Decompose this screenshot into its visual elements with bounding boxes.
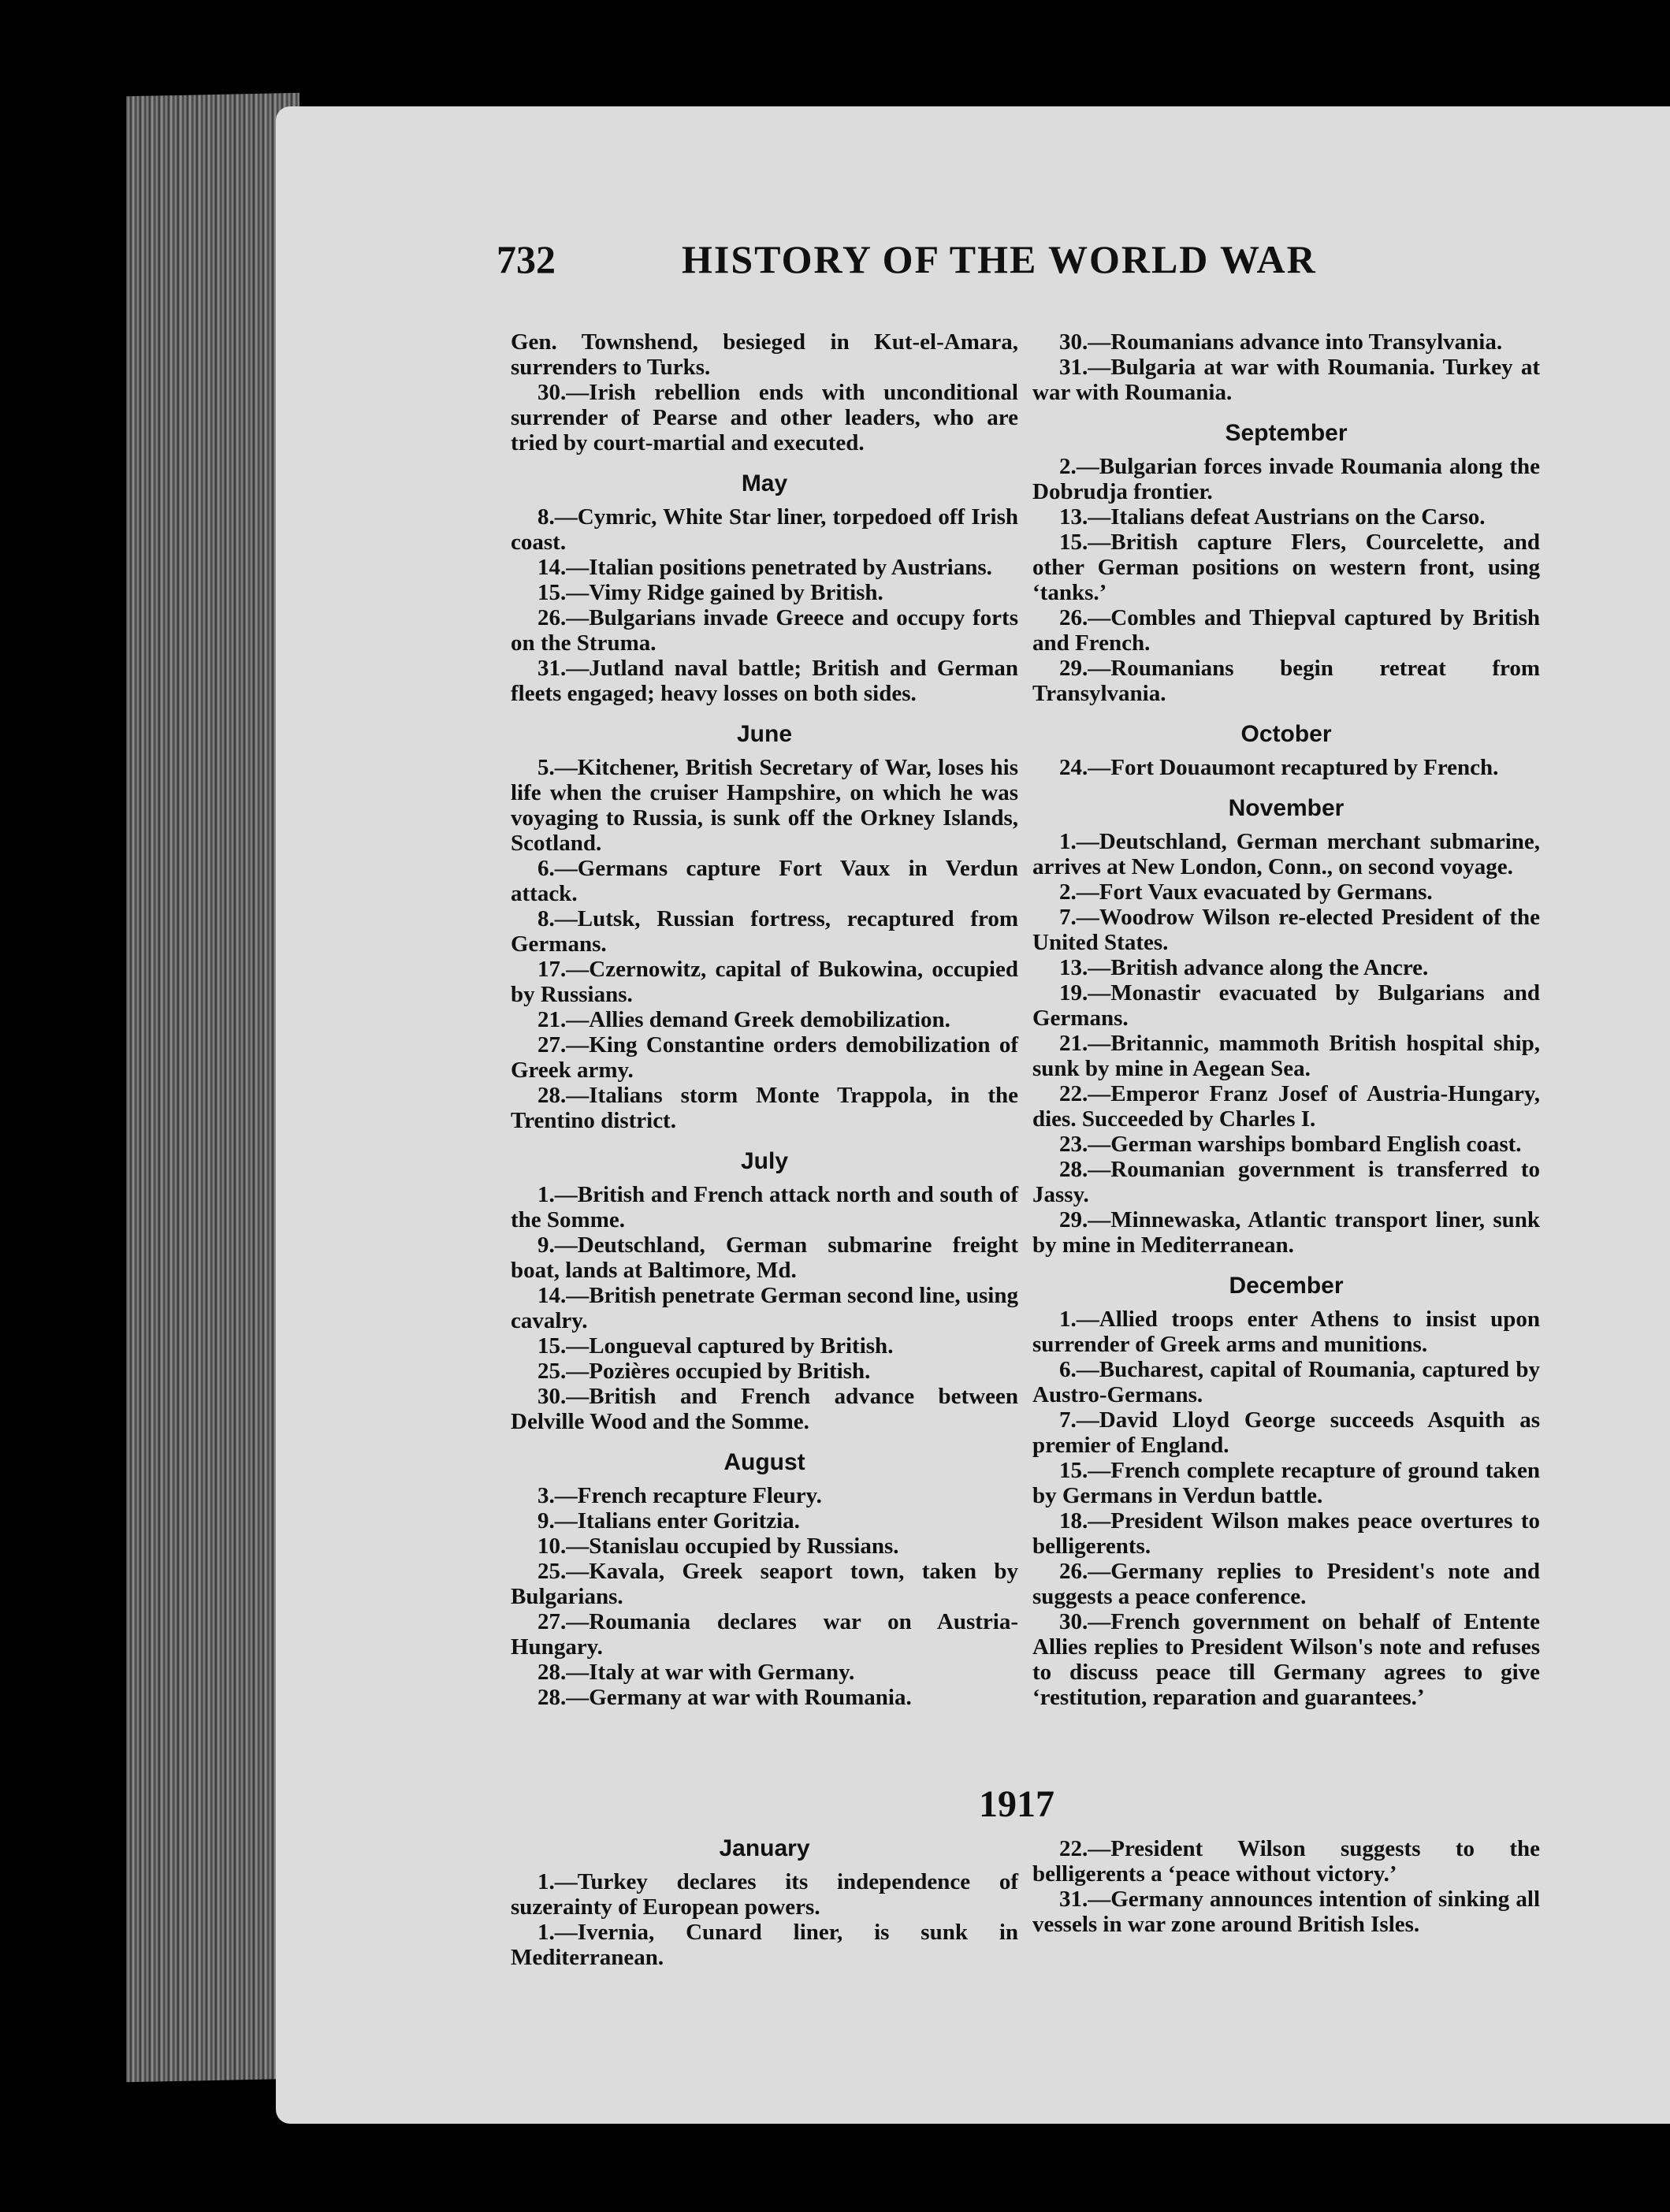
entry: 28.—Germany at war with Roumania.: [537, 1685, 912, 1710]
entry: 31.—Jutland naval battle; British and German fleets engaged; heavy losses on both sides.: [511, 656, 1018, 706]
entry: 14.—Italian positions penetrated by Austrians.: [537, 555, 992, 580]
year-heading: 1917: [979, 1783, 1054, 1825]
entry: 8.—Cymric, White Star liner, torpedoed off Irish coast.: [511, 504, 1018, 555]
left-column: [511, 329, 1018, 1710]
entry: 13.—British advance along the Ancre.: [1059, 955, 1429, 980]
month-heading-october: October: [1240, 721, 1332, 747]
entry: 26.—Combles and Thiepval captured by British and French.: [1032, 605, 1540, 656]
entry: 21.—Britannic, mammoth British hospital ship, sunk by mine in Aegean Sea.: [1032, 1031, 1540, 1081]
month-heading-december: December: [1229, 1273, 1344, 1299]
entry: 1.—Turkey declares its independence of suzerainty of European powers.: [511, 1869, 1018, 1920]
entry: 14.—British penetrate German second line, using cavalry.: [511, 1283, 1018, 1333]
entry: 28.—Italians storm Monte Trappola, in the Trentino district.: [511, 1083, 1018, 1133]
entry: 7.—Woodrow Wilson re-elected President of the United States.: [1032, 905, 1540, 955]
entry: 22.—President Wilson suggests to the belligerents a ‘peace without victory.’: [1032, 1836, 1540, 1887]
month-heading-june: June: [736, 721, 793, 747]
entry: 27.—Roumania declares war on Austria-Hungary.: [511, 1609, 1018, 1660]
entry: 29.—Roumanians begin retreat from Transylvania.: [1032, 656, 1540, 706]
entry: 1.—Ivernia, Cunard liner, is sunk in Mediterranean.: [511, 1920, 1018, 1970]
entry: 15.—Vimy Ridge gained by British.: [537, 580, 883, 605]
month-heading-january: January: [719, 1835, 810, 1861]
entry: 30.—British and French advance between Delville Wood and the Somme.: [511, 1384, 1018, 1434]
entry: 30.—Irish rebellion ends with unconditional surrender of Pearse and other leaders, who are tried by court-martial and executed.: [511, 380, 1018, 455]
entry: 15.—Longueval captured by British.: [537, 1333, 894, 1359]
entry: 24.—Fort Douaumont recaptured by French.: [1059, 755, 1499, 780]
right-column-1917: [1032, 1836, 1540, 1937]
entry: 21.—Allies demand Greek demobilization.: [537, 1007, 950, 1032]
entry: 8.—Lutsk, Russian fortress, recaptured from Germans.: [511, 906, 1018, 957]
month-heading-may: May: [741, 470, 788, 496]
entry: 1.—Deutschland, German merchant submarine, arrives at New London, Conn., on second voyage.: [1032, 829, 1540, 879]
entry: 23.—German warships bombard English coast.: [1059, 1132, 1522, 1157]
entry: 31.—Germany announces intention of sinking all vessels in war zone around British Isles.: [1032, 1887, 1540, 1937]
entry: 7.—David Lloyd George succeeds Asquith as premier of England.: [1032, 1407, 1540, 1458]
book-page-edges: [126, 93, 299, 2083]
month-heading-november: November: [1228, 795, 1345, 821]
month-heading-september: September: [1225, 420, 1348, 446]
entry: 19.—Monastir evacuated by Bulgarians and Germans.: [1032, 980, 1540, 1031]
entry: 30.—Roumanians advance into Transylvania.: [1059, 329, 1503, 355]
entry: 22.—Emperor Franz Josef of Austria-Hungary, dies. Succeeded by Charles I.: [1032, 1081, 1540, 1132]
entry: 10.—Stanislau occupied by Russians.: [537, 1534, 899, 1559]
entry: 15.—French complete recapture of ground taken by Germans in Verdun battle.: [1032, 1458, 1540, 1508]
entry: 28.—Roumanian government is transferred to Jassy.: [1032, 1157, 1540, 1207]
entry: 1.—British and French attack north and south of the Somme.: [511, 1182, 1018, 1232]
entry: 26.—Bulgarians invade Greece and occupy forts on the Struma.: [511, 605, 1018, 656]
page-header: [497, 236, 1363, 299]
entry: 9.—Italians enter Goritzia.: [537, 1508, 800, 1534]
entry: 29.—Minnewaska, Atlantic transport liner, sunk by mine in Mediterranean.: [1032, 1207, 1540, 1258]
entry: 27.—King Constantine orders demobilization of Greek army.: [511, 1032, 1018, 1083]
entry: 25.—Pozières occupied by British.: [537, 1359, 871, 1384]
entry: 5.—Kitchener, British Secretary of War, loses his life when the cruiser Hampshire, on which he was voyaging to Russia, is sunk off the Orkney Islands, Scotland.: [511, 755, 1018, 856]
entry: 25.—Kavala, Greek seaport town, taken by Bulgarians.: [511, 1559, 1018, 1609]
entry: Gen. Townshend, besieged in Kut-el-Amara, surrenders to Turks.: [511, 329, 1018, 380]
entry: 30.—French government on behalf of Entente Allies replies to President Wilson's note and refuses to discuss peace till Germany agrees to give ‘restitution, reparation and guarantees.’: [1032, 1609, 1540, 1710]
entry: 15.—British capture Flers, Courcelette, and other German positions on western front, using ‘tanks.’: [1032, 530, 1540, 605]
entry: 9.—Deutschland, German submarine freight boat, lands at Baltimore, Md.: [511, 1232, 1018, 1283]
entry: 6.—Bucharest, capital of Roumania, captured by Austro-Germans.: [1032, 1357, 1540, 1407]
entry: 18.—President Wilson makes peace overtures to belligerents.: [1032, 1508, 1540, 1559]
entry: 28.—Italy at war with Germany.: [537, 1660, 855, 1685]
entry: 26.—Germany replies to President's note and suggests a peace conference.: [1032, 1559, 1540, 1609]
month-heading-july: July: [740, 1148, 789, 1174]
entry: 13.—Italians defeat Austrians on the Carso.: [1059, 504, 1486, 530]
page-number: 732: [497, 237, 556, 281]
entry: 1.—Allied troops enter Athens to insist upon surrender of Greek arms and munitions.: [1032, 1307, 1540, 1357]
month-heading-august: August: [723, 1449, 805, 1475]
running-head: HISTORY OF THE WORLD WAR: [682, 237, 1317, 281]
entry: 2.—Fort Vaux evacuated by Germans.: [1059, 879, 1433, 905]
entry: 2.—Bulgarian forces invade Roumania along the Dobrudja frontier.: [1032, 454, 1540, 504]
right-column: [1032, 329, 1540, 1710]
entry: 6.—Germans capture Fort Vaux in Verdun attack.: [511, 856, 1018, 906]
entry: 3.—French recapture Fleury.: [537, 1483, 822, 1508]
entry: 17.—Czernowitz, capital of Bukowina, occupied by Russians.: [511, 957, 1018, 1007]
entry: 31.—Bulgaria at war with Roumania. Turkey at war with Roumania.: [1032, 355, 1540, 405]
left-column-1917: [511, 1836, 1018, 1970]
